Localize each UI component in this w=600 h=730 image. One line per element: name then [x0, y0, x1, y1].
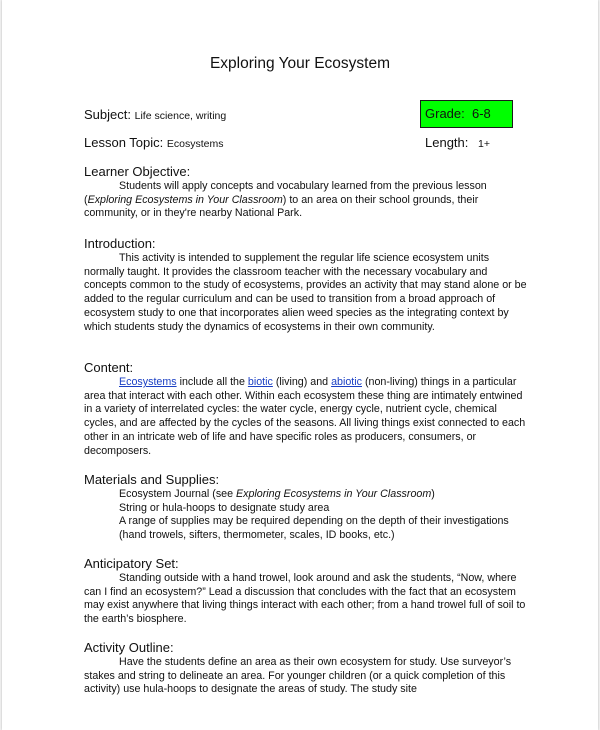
- topic-label: Lesson Topic:: [84, 135, 164, 150]
- introduction-section: [84, 236, 530, 334]
- materials-section: [84, 472, 530, 543]
- section-paragraph: This activity is intended to supplement the regular life science ecosystem units normally taught. It provides the classroom teacher with the necessary vocabulary and concepts common to the study of ecosystems, provides an activity that may stand alone or be added to the regular curriculum and can be used to transition from a broad approach of ecosystem study to one that incorporates alien weed species as the integrating context by which students study the dynamics of ecosystems in their own community.: [84, 252, 527, 333]
- page-title: Exploring Your Ecosystem: [209, 55, 391, 72]
- learner-objective-section: [84, 164, 530, 221]
- section-heading: Learner Objective:: [84, 164, 191, 179]
- biotic-link[interactable]: biotic: [247, 376, 273, 388]
- materials-item: A range of supplies may be required depending on the depth of their investigations (hand trowels, sifters, thermometer, scales, ID books, etc.): [119, 515, 509, 542]
- section-paragraph: [84, 180, 530, 221]
- abiotic-link[interactable]: abiotic: [331, 376, 362, 388]
- grade-badge: [420, 100, 513, 128]
- grade-value: 6-8: [471, 106, 491, 121]
- content-text-1: include all the: [176, 376, 248, 388]
- section-paragraph: Standing outside with a hand trowel, look around and ask the students, “Now, where can I find an ecosystem?” Lead a discussion that concludes with the fact that an ecosystem may exist anywhere that living things interact with each other; from a hand trowel full of soil to the earth’s biosphere.: [84, 572, 526, 626]
- subject-row: [84, 107, 226, 122]
- ecosystems-link[interactable]: Ecosystems: [119, 376, 177, 388]
- content-text-2: (living) and: [272, 376, 332, 388]
- section-paragraph: [84, 376, 530, 458]
- content-text-3: (non-living) things in a particular area that interact with each other. Within each ecosystem these thing are intimately entwined in a variety of interrelated cycles: the water cycle, energy cycle, nutrient cycle, chemical cycles, and are affected by the cycles of the seasons. All living things exist connected to each other in an intricate web of life and have specific roles as producers, consumers, or decomposers.: [84, 376, 526, 457]
- document-page: [2, 0, 598, 730]
- objective-text-1: Students will apply concepts and vocabulary learned from the previous lesson (: [84, 180, 487, 206]
- length-label: Length:: [425, 135, 469, 150]
- length-row: [425, 135, 490, 150]
- subject-label: Subject:: [84, 107, 131, 122]
- lesson-reference: Exploring Ecosystems in Your Classroom: [236, 488, 432, 500]
- anticipatory-set-section: [84, 556, 530, 627]
- section-heading: Anticipatory Set:: [84, 556, 179, 571]
- section-heading: Materials and Supplies:: [84, 472, 220, 487]
- materials-item: [84, 488, 530, 502]
- subject-value: Life science, writing: [134, 110, 227, 122]
- lesson-reference: Exploring Ecosystems in Your Classroom: [87, 193, 283, 206]
- topic-row: [84, 135, 224, 150]
- section-heading: Introduction:: [84, 236, 156, 251]
- activity-outline-section: [84, 640, 530, 697]
- section-paragraph: Have the students define an area as their own ecosystem for study. Use surveyor’s stakes and string to delineate an area. For younger children (or a quick completion of this activity) use hula-hoops to designate the areas of study. The study site: [84, 656, 512, 696]
- section-heading: Activity Outline:: [84, 640, 174, 655]
- section-heading: Content:: [84, 360, 134, 375]
- content-section: [84, 360, 530, 458]
- length-value: 1+: [478, 138, 490, 150]
- materials-item: String or hula-hoops to designate study area: [119, 501, 330, 514]
- materials-item-1a: Ecosystem Journal (see: [119, 488, 237, 500]
- objective-text-2: ) to an area on their school grounds, their community, or in they're nearby National Park.: [84, 193, 479, 220]
- materials-item-1c: ): [431, 488, 435, 500]
- grade-label: Grade:: [425, 106, 465, 121]
- topic-value: Ecosystems: [166, 138, 224, 150]
